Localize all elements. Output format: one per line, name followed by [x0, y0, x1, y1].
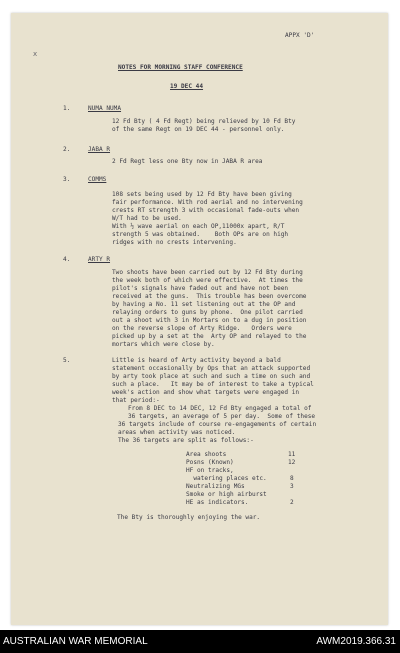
- paragraph-line: the week both of which were effective. At times the: [112, 277, 303, 284]
- paragraph-line: relaying orders to guns by phone. One pilot carried: [112, 309, 303, 316]
- target-count: 3: [290, 483, 294, 490]
- target-label: HE as indicators.: [186, 499, 249, 506]
- paragraph-line: picked up by a set at the Arty OP and relayed to the: [112, 333, 307, 340]
- target-count: 8: [290, 475, 294, 482]
- document-date: 19 DEC 44: [170, 83, 204, 90]
- target-label: Area shoots: [186, 451, 227, 458]
- footer-accession: AWM2019.366.31: [316, 636, 396, 647]
- paragraph-line: From 8 DEC to 14 DEC, 12 Fd Bty engaged a total of: [128, 405, 312, 412]
- document-title: NOTES FOR MORNING STAFF CONFERENCE: [118, 64, 243, 71]
- paragraph-line: The 36 targets are split as follows:-: [118, 437, 254, 444]
- paragraph-line: 108 sets being used by 12 Fd Bty have been giving: [112, 191, 292, 198]
- footer-bar: [0, 630, 400, 653]
- paragraph-line: by having a No. 11 set listening out at the OP and: [112, 301, 296, 308]
- paragraph-line: W/T had to be used.: [112, 215, 182, 222]
- paragraph-line: that period:-: [112, 397, 160, 404]
- section-heading: COMMS: [88, 176, 107, 183]
- paragraph-line: areas when activity was noticed.: [118, 429, 236, 436]
- paragraph-line: strength 5 was obtained. Both OPs are on high: [112, 231, 289, 238]
- paragraph-line: ridges with no crests intervening.: [112, 239, 237, 246]
- target-count: 11: [288, 451, 296, 458]
- paragraph-line: 36 targets, an average of 5 per day. Some of these: [128, 413, 316, 420]
- paragraph-line: crests RT strength 3 with occasional fade-outs when: [112, 207, 300, 214]
- paragraph-line: mortars which were close by.: [112, 341, 215, 348]
- paragraph-line: statement occasionally by Ops that an attack supported: [112, 365, 311, 372]
- target-count: 2: [290, 499, 294, 506]
- paragraph-line: 2 Fd Regt less one Bty now in JABA R area: [112, 158, 263, 165]
- paragraph-line: out a shoot with 3 in Mortars on to a dug in position: [112, 317, 307, 324]
- closing-line: The Bty is thoroughly enjoying the war.: [117, 514, 261, 521]
- paragraph-line: 36 targets include of course re-engagements of certain: [118, 421, 317, 428]
- section-number: 4.: [63, 256, 71, 263]
- section-heading: ARTY R: [88, 256, 111, 263]
- paragraph-line: fair performance. With rod aerial and no intervening: [112, 199, 303, 206]
- section-number: 1.: [63, 105, 71, 112]
- handwritten-mark: x: [33, 50, 38, 58]
- target-label: Neutralizing MGs: [186, 483, 245, 490]
- section-heading: JABA R: [88, 146, 111, 153]
- section-number: 5.: [63, 357, 71, 364]
- paragraph-line: Little is heard of Arty activity beyond a bald: [112, 357, 281, 364]
- paragraph-line: on the reverse slope of Arty Ridge. Orders were: [112, 325, 292, 332]
- paragraph-line: such a place. It may be of interest to take a typical: [112, 381, 314, 388]
- paragraph-line: by arty took place at such and such a time on such and: [112, 373, 311, 380]
- paragraph-line: of the same Regt on 19 DEC 44 - personnel only.: [112, 126, 285, 133]
- target-label: Posns (Known): [186, 459, 234, 466]
- paragraph-line: week's action and show what targets were engaged in: [112, 389, 300, 396]
- section-number: 3.: [63, 176, 71, 183]
- footer-credit: AUSTRALIAN WAR MEMORIAL: [3, 636, 148, 647]
- paragraph-line: With ½ wave aerial on each OP,11000x apart, R/T: [112, 223, 285, 230]
- section-heading: NUMA NUMA: [88, 105, 122, 112]
- paragraph-line: Two shoots have been carried out by 12 Fd Bty during: [112, 269, 303, 276]
- target-count: 12: [288, 459, 296, 466]
- target-label: watering places etc.: [186, 475, 267, 482]
- appendix-label: APPX 'D': [285, 32, 315, 39]
- target-label: HF on tracks,: [186, 467, 234, 474]
- paragraph-line: 12 Fd Bty ( 4 Fd Regt) being relieved by 10 Fd Bty: [112, 118, 296, 125]
- target-label: Smoke or high airburst: [186, 491, 267, 498]
- section-number: 2.: [63, 146, 71, 153]
- paragraph-line: pilot's signals have faded out and have not been: [112, 285, 289, 292]
- paragraph-line: received at the guns. This trouble has been overcome: [112, 293, 307, 300]
